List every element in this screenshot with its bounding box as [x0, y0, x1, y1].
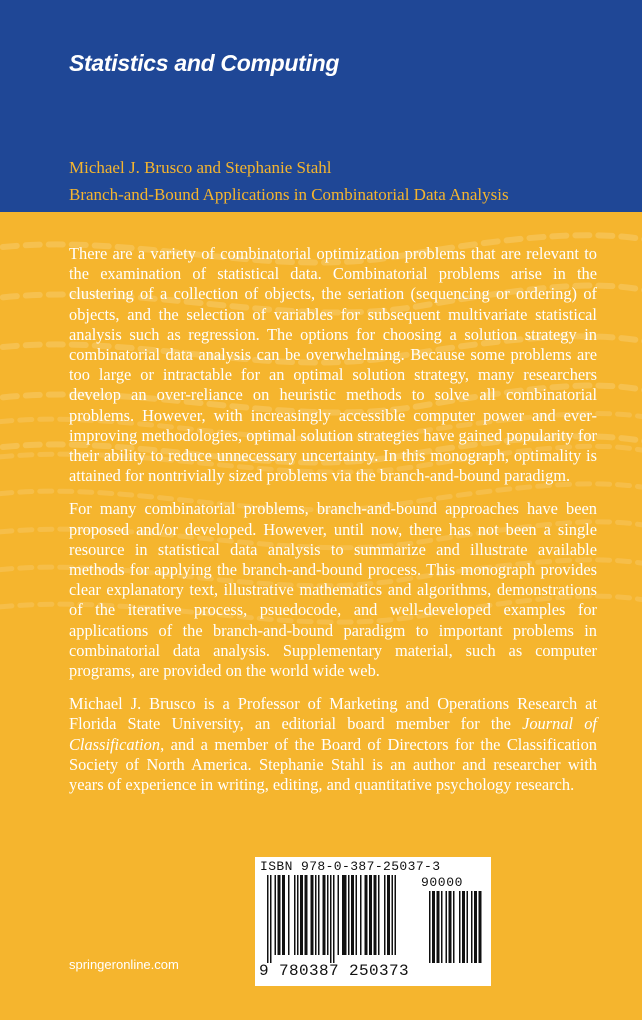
- barcode-bar: [348, 875, 350, 955]
- barcode-bar: [275, 875, 277, 955]
- isbn-number: ISBN 978-0-387-25037-3: [260, 859, 441, 874]
- series-title: Statistics and Computing: [69, 50, 340, 76]
- barcode-bar: [369, 875, 372, 955]
- barcode-bar: [318, 875, 320, 955]
- addon-barcode-bars: [429, 891, 484, 963]
- barcode-bar: [305, 875, 308, 955]
- barcode-bar: [374, 875, 377, 955]
- barcode-bar: [356, 875, 358, 955]
- barcode-bar: [288, 875, 290, 955]
- barcode-bar: [278, 875, 281, 955]
- barcode-bar: [294, 875, 296, 955]
- bio-text-2: , and a member of the Board of Directors for the Classification Society of North America. Stephanie Stahl is an author and researcher with years of experience in writing, editing, and quantitative psychology research.: [69, 734, 597, 795]
- barcode-bar: [462, 891, 465, 963]
- barcode-bar: [333, 875, 335, 963]
- price-code: 90000: [421, 875, 464, 890]
- barcode-bar: [449, 891, 452, 963]
- author-bio: [69, 694, 597, 795]
- barcode-bar: [360, 875, 362, 955]
- book-title: Branch-and-Bound Applications in Combinatorial Data Analysis: [69, 185, 509, 204]
- barcode-bar: [459, 891, 461, 963]
- barcode-bar: [300, 875, 303, 955]
- barcode-bar: [327, 875, 329, 955]
- barcode-bar: [282, 875, 285, 955]
- description-paragraph-2: For many combinatorial problems, branch-and-bound approaches have been proposed and/or developed. However, until now, there has not been a single resource in statistical data analysis to summarize and illustrate available methods for applying the branch-and-bound process. This monograph provides clear explanatory text, illustrative mathematics and algorithms, demonstrations of the iterative process, psuedocode, and well-developed examples for applications of the branch-and-bound paradigm to important problems in combinatorial data analysis. Supplementary material, such as computer programs, are provided on the world wide web.: [69, 499, 597, 681]
- barcode-bar: [453, 891, 455, 963]
- barcode-bar: [437, 891, 440, 963]
- barcode-bar: [429, 891, 431, 963]
- barcode-bar: [432, 891, 435, 963]
- barcode-bar: [270, 875, 272, 963]
- barcode-bar: [474, 891, 477, 963]
- back-cover-text: [69, 244, 597, 808]
- book-authors: Michael J. Brusco and Stephanie Stahl: [69, 158, 332, 177]
- barcode-bar: [323, 875, 326, 955]
- barcode-bar: [297, 875, 299, 955]
- ean-digits: 9 780387 250373: [259, 962, 410, 980]
- barcode-bar: [446, 891, 448, 963]
- barcode-bar: [365, 875, 368, 955]
- isbn-barcode: [255, 857, 491, 986]
- barcode-bar: [392, 875, 394, 955]
- journal-name: Journal of Classification: [69, 714, 597, 754]
- barcode-bar: [387, 875, 390, 955]
- ean-barcode-bars: [267, 875, 417, 963]
- barcode-bar: [467, 891, 469, 963]
- barcode-bar: [351, 875, 354, 955]
- barcode-bar: [441, 891, 443, 963]
- barcode-bar: [395, 875, 397, 955]
- barcode-bar: [311, 875, 314, 955]
- barcode-bar: [378, 875, 380, 955]
- barcode-bar: [342, 875, 347, 955]
- barcode-bar: [471, 891, 473, 963]
- barcode-bar: [479, 891, 482, 963]
- barcode-bar: [315, 875, 317, 955]
- description-paragraph-1: There are a variety of combinatorial optimization problems that are relevant to the examination of statistical data. Combinatorial problems arise in the clustering of a collection of objects, the seriation (sequencing or ordering) of objects, and the selection of variables for subsequent multivariate statistical analysis such as regression. The options for choosing a solution strategy in combinatorial data analysis can be overwhelming. Because some problems are too large or intractable for an optimal solution strategy, many researchers develop an over-reliance on heuristic methods to solve all combinatorial problems. However, with increasingly accessible computer power and ever-improving methodologies, optimal solution strategies have gained popularity for their ability to reduce unnecessary uncertainty. In this monograph, optimality is attained for nontrivially sized problems via the branch-and-bound paradigm.: [69, 244, 597, 486]
- barcode-bar: [384, 875, 386, 955]
- bio-text-1: Michael J. Brusco is a Professor of Marketing and Operations Research at Florida State University, an editorial board member for the: [69, 694, 597, 734]
- barcode-bar: [338, 875, 340, 955]
- barcode-bar: [267, 875, 269, 963]
- publisher-website: springeronline.com: [69, 957, 179, 972]
- barcode-bar: [330, 875, 332, 963]
